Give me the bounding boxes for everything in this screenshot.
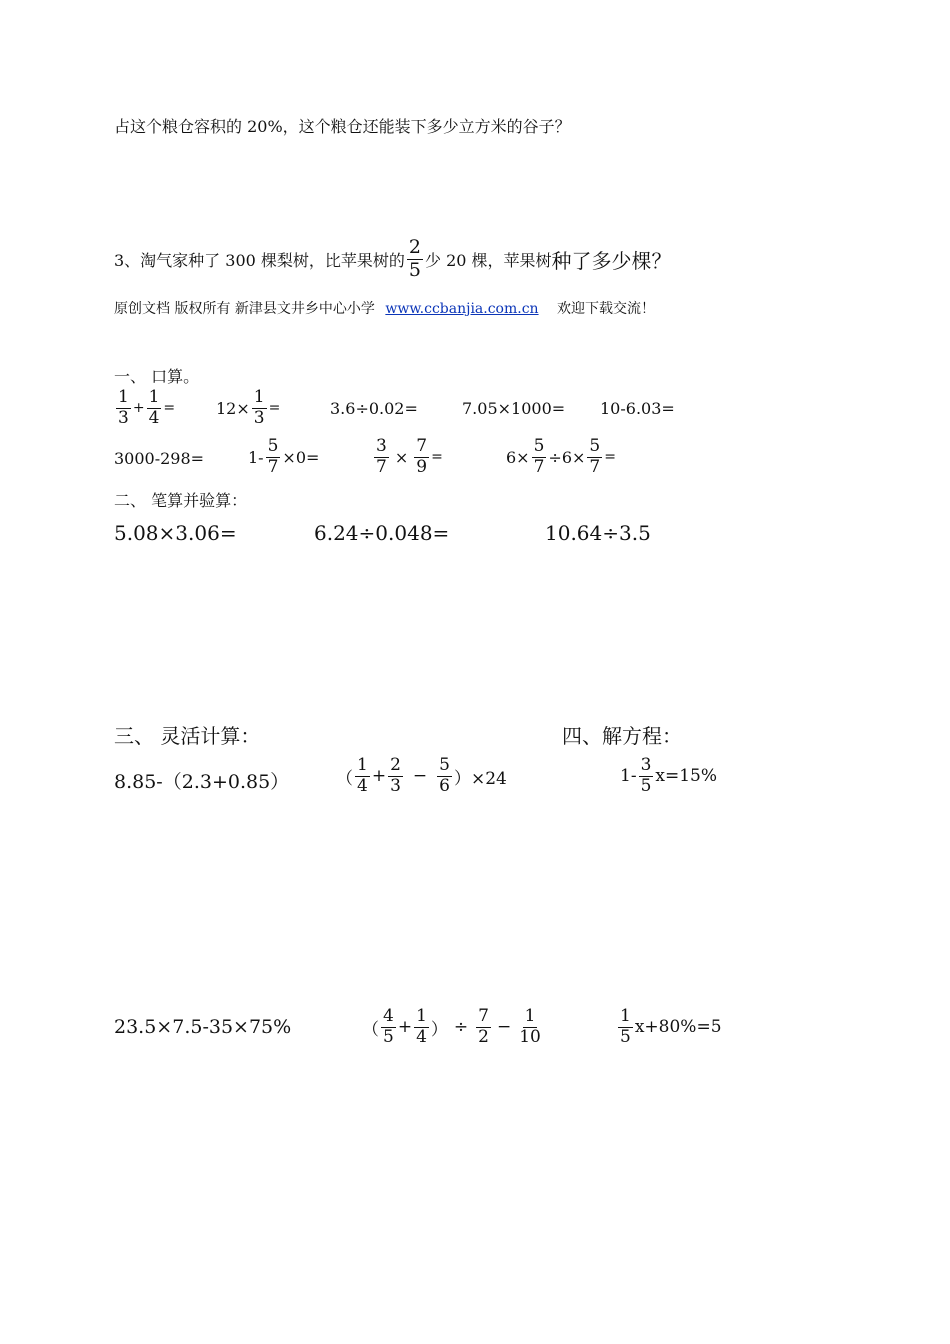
footer-link[interactable]: www.ccbanjia.com.cn [385,301,539,317]
fraction-denominator: 4 [357,775,368,796]
fraction-numerator: 4 [383,1006,394,1026]
fraction-numerator: 1 [148,387,160,407]
oral-calc-3: 3.6÷0.02= [330,399,418,418]
written-calc-3: 10.64÷3.5 [545,521,651,545]
equals: = [163,400,176,417]
oral-calc-5: 10-6.03= [600,399,675,418]
fraction-numerator: 5 [267,436,279,456]
fraction-denominator: 9 [416,456,428,477]
fraction-numerator: 7 [478,1006,489,1026]
fraction-numerator: 2 [390,755,401,775]
footer-tail: 欢迎下载交流！ [557,301,656,317]
problem-3-suffix: 种了多少棵？ [551,248,672,273]
operator: + [371,766,387,787]
fraction-numerator: 5 [533,436,545,456]
fraction-denominator: 7 [533,456,545,477]
fraction [414,438,429,477]
expr-part: 12× [216,398,250,418]
paren-close: ）×24 [453,768,507,789]
expr-part: 6× [506,447,530,467]
expr-part: 1- [620,766,637,787]
problem-3 [114,238,672,281]
fraction-denominator: 2 [478,1026,489,1047]
fraction-denominator: 3 [118,407,129,428]
fraction [476,1008,491,1047]
fraction-numerator: 1 [620,1006,631,1026]
fraction [355,757,370,796]
operator: + [132,400,145,417]
fraction [618,1008,633,1047]
fraction [532,438,547,477]
equation-2 [616,1008,722,1047]
fraction-numerator: 5 [439,755,450,775]
operator: ÷ [453,1017,469,1038]
fraction-denominator: 5 [620,1026,631,1047]
problem-3-fraction [407,238,423,281]
fraction [147,389,162,428]
oral-calc-6: 3000-298= [114,449,205,468]
flexible-calc-1: 8.85-（2.3+0.85） [114,771,290,793]
fraction-numerator: 1 [118,387,129,407]
fraction [266,438,281,477]
oral-calc-1 [114,389,175,428]
paren-open: （ [336,768,353,789]
fraction-numerator: 1 [357,755,368,775]
equals: = [268,400,281,417]
fraction-denominator: 7 [376,456,387,477]
fraction-denominator: 5 [408,258,421,281]
fraction-denominator: 7 [589,456,601,477]
expr-part: x+80%=5 [634,1017,722,1038]
fraction [517,1008,543,1047]
flexible-calc-2 [336,757,507,796]
equals: = [431,449,443,466]
fraction-denominator: 5 [383,1026,394,1047]
written-calc-2: 6.24÷0.048= [314,521,450,545]
fraction-denominator: 7 [267,456,279,477]
oral-calc-2 [216,389,280,428]
fraction-numerator: 1 [253,387,265,407]
oral-calc-8 [372,438,443,477]
problem-3-prefix: 3、淘气家种了 300 棵梨树，比苹果树的 [114,250,405,270]
flexible-calc-3: 23.5×7.5-35×75% [114,1016,292,1038]
fraction-denominator: 4 [416,1026,427,1047]
fraction [388,757,403,796]
fraction [252,389,267,428]
fraction-numerator: 5 [589,436,601,456]
expr-part: x=15% [655,766,718,787]
operator: − [412,766,428,787]
section-2-title: 二、 笔算并验算： [114,491,248,510]
equals: = [604,449,616,466]
operator: × [394,447,409,467]
problem-3-mid: 少 20 棵，苹果树 [425,250,552,270]
expr-part: ×0= [282,447,320,467]
expr-part: ÷6× [548,447,586,467]
fraction [381,1008,396,1047]
written-calc-1: 5.08×3.06= [114,521,237,545]
flexible-calc-4 [362,1008,545,1047]
paren-close: ） [430,1019,448,1040]
paren-open: （ [362,1019,379,1040]
oral-calc-7 [248,438,319,477]
fraction-numerator: 3 [640,755,652,775]
fraction-numerator: 7 [416,436,428,456]
fraction-numerator: 2 [408,236,421,258]
footer-text: 原创文档 版权所有 新津县文井乡中心小学 [114,301,375,317]
fraction [587,438,602,477]
expr-part: 1- [248,447,264,467]
fraction-numerator: 1 [416,1006,427,1026]
fraction-numerator: 3 [376,436,387,456]
fraction-denominator: 5 [640,775,652,796]
fraction-denominator: 4 [148,407,160,428]
fraction-denominator: 3 [253,407,265,428]
fraction [639,757,654,796]
oral-calc-4: 7.05×1000= [462,399,566,418]
operator: − [496,1017,512,1038]
operator: + [397,1017,413,1038]
fraction [374,438,389,477]
fraction-denominator: 6 [439,775,450,796]
fraction [414,1008,429,1047]
fraction-denominator: 3 [390,775,401,796]
fraction-numerator: 1 [524,1006,536,1026]
section-1-title: 一、 口算。 [114,367,200,386]
problem-2-tail: 占这个粮仓容积的 20%，这个粮仓还能装下多少立方米的谷子？ [114,117,571,136]
fraction [116,389,131,428]
oral-calc-9 [506,438,616,477]
footer-line [114,298,655,318]
section-4-title: 四、解方程： [562,724,682,748]
fraction-denominator: 10 [519,1026,541,1047]
fraction [437,757,452,796]
equation-1 [620,757,717,796]
section-3-title: 三、 灵活计算： [114,724,261,748]
